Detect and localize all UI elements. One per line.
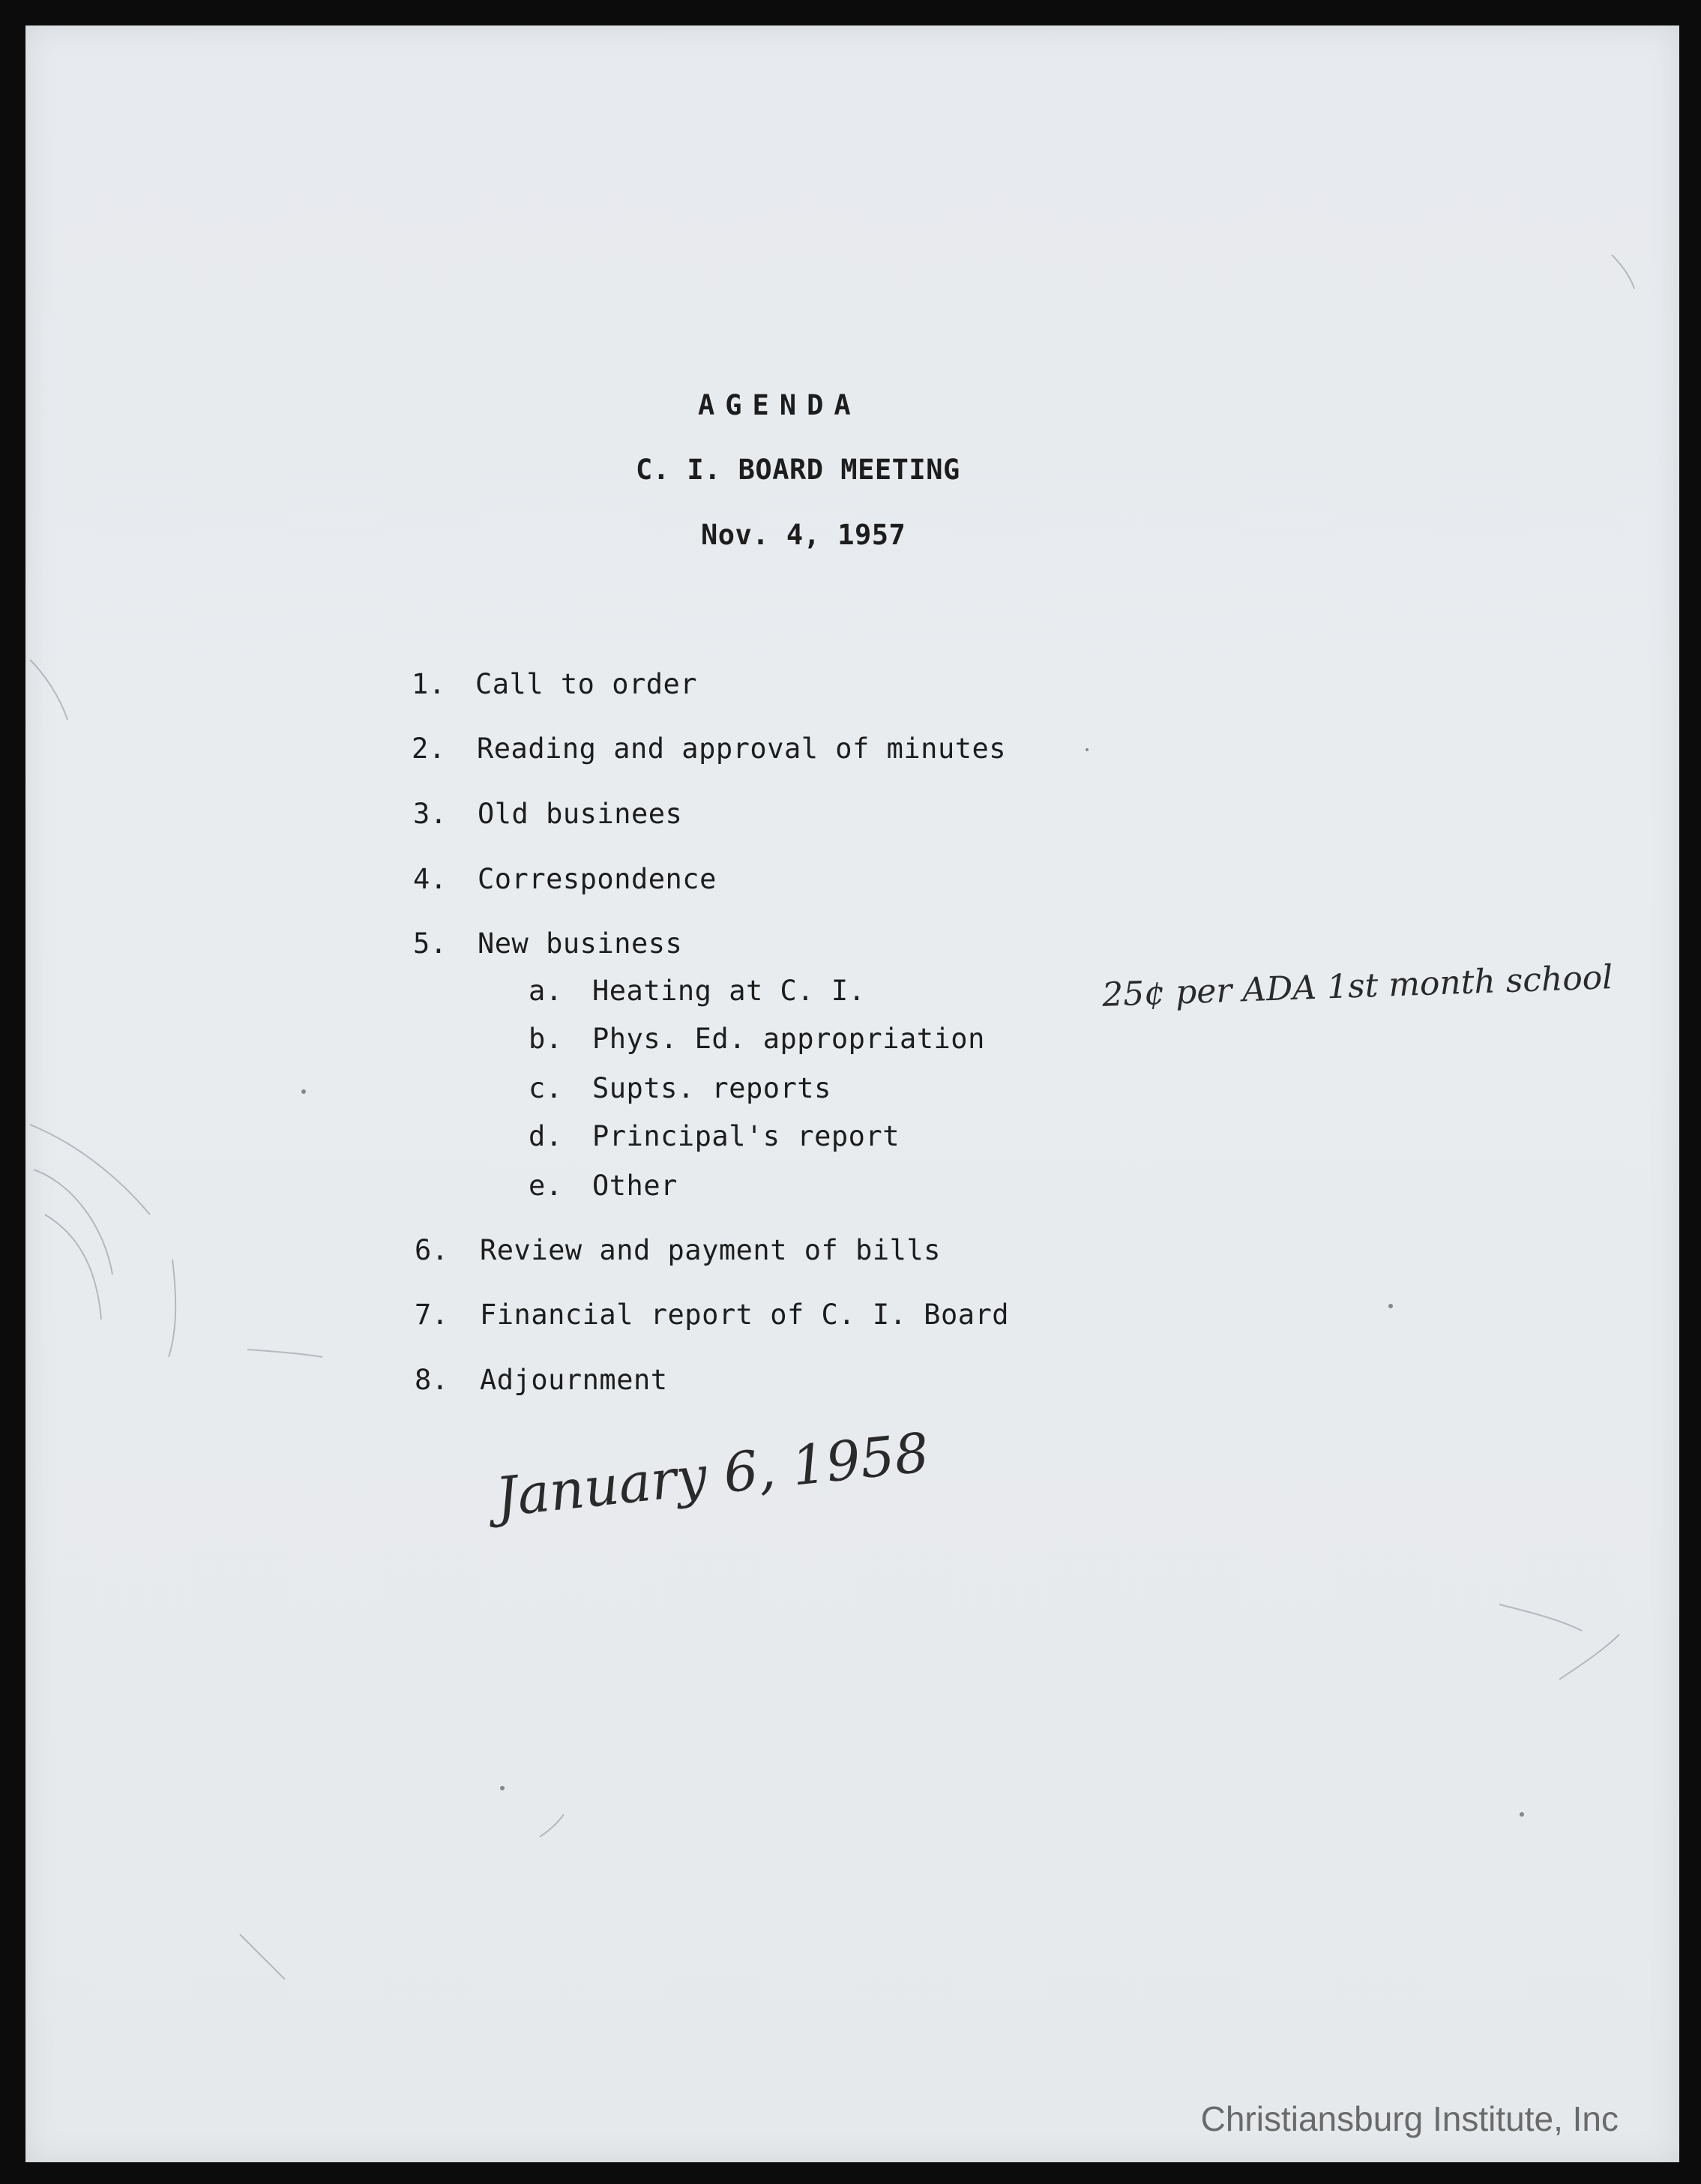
sub-item-letter: b. — [529, 1023, 563, 1055]
meeting-date: Nov. 4, 1957 — [701, 519, 906, 551]
item-text: Review and payment of bills — [480, 1234, 941, 1266]
agenda-title: AGENDA — [698, 389, 861, 421]
item-number: 6. — [415, 1234, 449, 1266]
sub-item-letter: c. — [529, 1072, 563, 1104]
meeting-subtitle: C. I. BOARD MEETING — [636, 454, 960, 486]
handwritten-date-note: January 6, 1958 — [493, 1420, 933, 1529]
item-text: Old businees — [478, 798, 683, 830]
item-number: 8. — [415, 1364, 449, 1396]
item-text: Call to order — [475, 668, 698, 700]
sub-item-text: Supts. reports — [592, 1072, 831, 1104]
sub-item-text: Heating at C. I. — [592, 975, 866, 1007]
sub-item-text: Other — [592, 1170, 678, 1202]
item-text: Adjournment — [480, 1364, 668, 1396]
archive-watermark: Christiansburg Institute, Inc — [1200, 2099, 1619, 2138]
item-number: 2. — [412, 732, 446, 765]
handwritten-margin-note: 25¢ per ADA 1st month school — [1101, 958, 1614, 1014]
item-number: 3. — [413, 798, 448, 830]
item-number: 1. — [412, 668, 446, 700]
sub-item-text: Principal's report — [592, 1120, 900, 1152]
item-text: Reading and approval of minutes — [477, 732, 1007, 765]
item-text: Financial report of C. I. Board — [480, 1299, 1010, 1331]
sub-item-letter: d. — [529, 1120, 563, 1152]
item-number: 4. — [413, 863, 448, 895]
item-number: 7. — [415, 1299, 449, 1331]
item-text: Correspondence — [478, 863, 717, 895]
sub-item-letter: a. — [529, 975, 563, 1007]
item-text: New business — [478, 927, 683, 960]
item-number: 5. — [413, 927, 448, 960]
sub-item-text: Phys. Ed. appropriation — [592, 1023, 985, 1055]
sub-item-letter: e. — [529, 1170, 563, 1202]
